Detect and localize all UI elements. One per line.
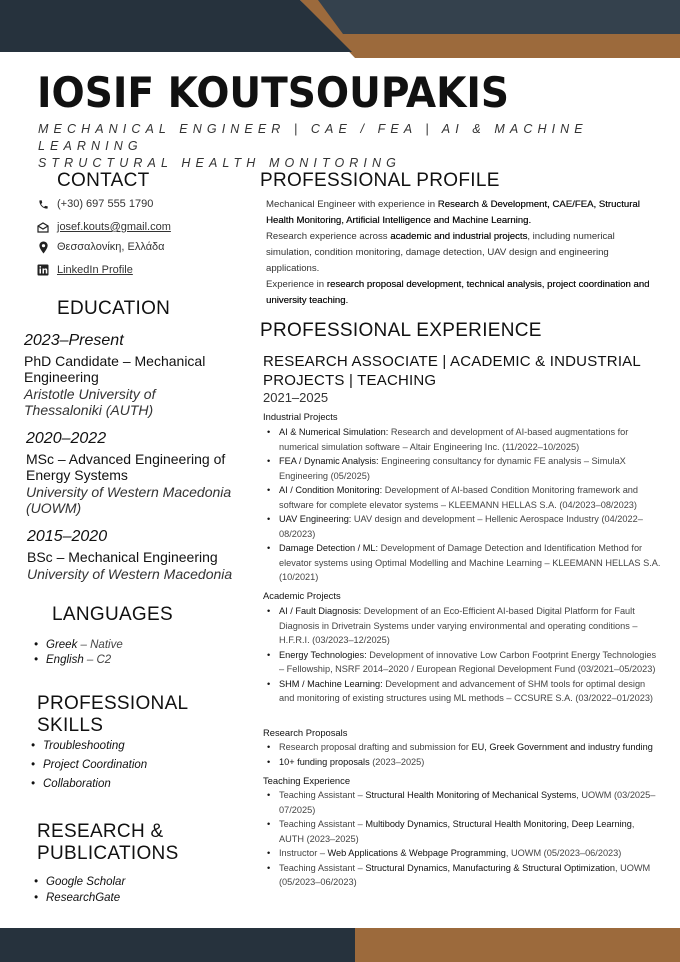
footer-brown-band: [355, 928, 680, 962]
profile-paragraph-1: [266, 197, 662, 229]
education-years: 2020–2022: [26, 430, 107, 447]
experience-item-text: Research proposal drafting and submission for: [279, 742, 472, 752]
footer-dark-band: [0, 928, 355, 962]
profile-highlight: research proposal development, technical analysis, project coordination and university teaching.: [266, 279, 650, 306]
email-link[interactable]: josef.kouts@gmail.com: [57, 221, 171, 233]
experience-item-key: AI / Condition Monitoring:: [279, 485, 383, 495]
skills-title: [37, 693, 188, 737]
researchgate-link[interactable]: • ResearchGate: [34, 892, 125, 904]
education-item: [27, 527, 242, 582]
contact-phone: [37, 196, 153, 212]
experience-item-text: , AUTH (2023–2025): [279, 819, 635, 844]
experience-item-text: Development of innovative Low Carbon Footprint Energy Technologies – Fellowship, NSRF 2014–2020 / European Regional Development Fund (03/2021–05/2023): [279, 649, 657, 674]
language-item: [34, 654, 123, 666]
contact-title: CONTACT: [57, 170, 150, 191]
education-degree: MSc – Advanced Engineering of Energy Systems: [26, 451, 226, 483]
experience-item-key: Damage Detection / ML:: [279, 543, 379, 553]
academic-projects-list: [263, 604, 661, 706]
experience-item: [263, 454, 661, 483]
experience-item: [263, 648, 661, 677]
experience-title: PROFESSIONAL EXPERIENCE: [260, 320, 542, 341]
contact-location: [37, 239, 165, 255]
education-degree: BSc – Mechanical Engineering: [27, 549, 218, 565]
teaching-experience-label: Teaching Experience: [263, 775, 351, 786]
experience-item-key: Multibody Dynamics, Structural Health Monitoring, Deep Learning: [365, 819, 632, 829]
education-item: [26, 429, 236, 516]
experience-item: [263, 677, 661, 706]
experience-item-text: Teaching Assistant –: [279, 790, 366, 800]
profile-text-part: , including numerical simulation, condition monitoring, damage detection, UAV design and engineering applications.: [266, 231, 615, 274]
experience-item: [263, 846, 661, 861]
experience-item-text: Instructor –: [279, 848, 328, 858]
header-banner: [0, 0, 680, 58]
experience-item-key: AI & Numerical Simulation:: [279, 427, 389, 437]
experience-item-key: AI / Fault Diagnosis:: [279, 606, 362, 616]
research-title: [37, 821, 179, 865]
phone-icon: [37, 198, 49, 210]
language-level: – Native: [77, 639, 123, 651]
linkedin-link[interactable]: LinkedIn Profile: [57, 264, 133, 276]
education-school: University of Western Macedonia: [27, 566, 233, 582]
research-title-line-1: RESEARCH &: [37, 821, 164, 842]
google-scholar-link[interactable]: • Google Scholar: [34, 876, 125, 888]
experience-item-text: Teaching Assistant –: [279, 819, 366, 829]
skill-item: • Collaboration: [31, 778, 147, 790]
subtitle-line-2: STRUCTURAL HEALTH MONITORING: [38, 156, 401, 170]
contact-email[interactable]: [37, 219, 171, 235]
profile-text-part: Experience in: [266, 279, 327, 290]
education-item: [24, 331, 234, 418]
industrial-projects-list: [263, 425, 661, 585]
profile-title: PROFESSIONAL PROFILE: [260, 170, 500, 191]
profile-paragraph-2: [266, 229, 662, 277]
education-years: 2015–2020: [27, 528, 108, 545]
experience-item-key: Energy Technologies:: [279, 649, 367, 660]
experience-item-key: 10+ funding proposals: [279, 756, 370, 767]
experience-role: RESEARCH ASSOCIATE | ACADEMIC & INDUSTRIAL PROJECTS | TEACHING: [263, 353, 641, 389]
profile-text-part: Mechanical Engineer with experience in: [266, 199, 438, 210]
experience-item-text: , UOWM (03/2025–07/2025): [279, 790, 656, 815]
experience-item-text: (2023–2025): [369, 756, 425, 767]
location-pin-icon: [37, 241, 49, 253]
experience-item-text: Development of Damage Detection and Identification Method for elevator systems using Optimal Modelling and Machine Learning – KLEEMANN HELLAS S.A. (10/2021): [279, 543, 661, 582]
research-proposals-label: Research Proposals: [263, 727, 348, 738]
experience-item-text: Development and advancement of SHM tools for optimal design and monitoring of existing structures using ML methods – CCSURE S.A. (03/2022–01/2023): [279, 678, 653, 703]
experience-item: [263, 788, 661, 817]
experience-item: [263, 512, 661, 541]
skills-title-line-2: SKILLS: [37, 715, 104, 736]
skill-item: • Project Coordination: [31, 759, 147, 771]
experience-item: [263, 541, 661, 585]
experience-item-text: Teaching Assistant –: [279, 862, 366, 873]
experience-item: [263, 483, 661, 512]
candidate-name: IOSIF KOUTSOUPAKIS: [37, 68, 510, 117]
footer-banner: [0, 928, 680, 962]
research-proposals-list: [263, 740, 661, 769]
skills-title-line-1: PROFESSIONAL: [37, 693, 189, 714]
experience-item-text: Engineering consultancy for dynamic FE analysis – SimulaX Engineering (05/2025): [279, 456, 626, 481]
experience-item: [263, 861, 661, 890]
experience-item-text: Development of an Eco-Efficient AI-based Digital Platform for Fault Diagnosis in Drivetrain Systems under varying environmental and operating conditions – H.F.R.I. (03/2023–12/2025): [279, 606, 638, 645]
experience-item-key: SHM / Machine Learning:: [279, 678, 383, 689]
research-title-line-2: PUBLICATIONS: [37, 843, 179, 864]
education-title: EDUCATION: [57, 298, 171, 319]
location-text: Θεσσαλονίκη, Ελλάδα: [57, 241, 165, 253]
education-degree: PhD Candidate – Mechanical Engineering: [24, 353, 206, 385]
job-subtitle: [38, 121, 678, 172]
experience-item-key: UAV Engineering:: [279, 514, 352, 524]
education-school: University of Western Macedonia (UOWM): [26, 484, 232, 516]
experience-item-key: EU, Greek Government and industry funding: [471, 742, 653, 752]
experience-years: 2021–2025: [263, 390, 329, 405]
profile-highlight: Research & Development, CAE/FEA, Structural Health Monitoring, Artificial Intelligence and Machine Learning.: [266, 199, 640, 226]
profile-text-part: Research experience across: [266, 231, 391, 242]
experience-item-text: Development of AI-based Condition Monitoring framework and software for complete elevator systems – KLEEMANN HELLAS S.A. (04/2023–08/2023): [279, 485, 639, 510]
experience-item-text: , UOWM (05/2023–06/2023): [279, 862, 651, 887]
contact-linkedin[interactable]: [37, 262, 133, 278]
language-name: Greek: [46, 639, 78, 651]
experience-item: [263, 817, 661, 846]
profile-text: [266, 197, 662, 309]
experience-item-key: Structural Dynamics, Manufacturing & Structural Optimization: [365, 862, 615, 873]
industrial-projects-label: Industrial Projects: [263, 411, 338, 422]
experience-item: [263, 740, 661, 755]
experience-item-text: UAV design and development – Hellenic Aerospace Industry (04/2022–08/2023): [279, 514, 643, 539]
profile-highlight: academic and industrial projects: [390, 231, 528, 242]
experience-item-key: Structural Health Monitoring of Mechanical Systems: [365, 790, 577, 800]
experience-item-key: FEA / Dynamic Analysis:: [279, 456, 379, 466]
education-school: Aristotle University of Thessaloniki (AUTH): [24, 386, 156, 418]
experience-item-text: , UOWM (05/2023–06/2023): [505, 848, 622, 858]
languages-list: [34, 639, 123, 666]
teaching-experience-list: [263, 788, 661, 890]
profile-paragraph-3: [266, 277, 662, 309]
phone-number: (+30) 697 555 1790: [57, 198, 154, 210]
mail-icon: [37, 221, 49, 233]
experience-item-text: Research and development of AI-based augmentations for numerical simulation software – Altair Engineering Inc. (11/2022–10/2025): [279, 427, 629, 452]
language-level: – C2: [83, 654, 112, 666]
languages-title: LANGUAGES: [52, 604, 173, 625]
skill-item: • Troubleshooting: [31, 740, 147, 752]
research-list: [34, 876, 125, 904]
skills-list: [31, 740, 147, 790]
language-item: [34, 639, 123, 651]
education-years: 2023–Present: [24, 332, 124, 349]
language-name: English: [46, 654, 84, 666]
linkedin-icon: [37, 264, 49, 276]
experience-item-key: Web Applications & Webpage Programming: [327, 848, 506, 858]
experience-item: [263, 755, 661, 770]
academic-projects-label: Academic Projects: [263, 590, 341, 601]
subtitle-line-1: MECHANICAL ENGINEER | CAE / FEA | AI & MACHINE LEARNING: [38, 122, 588, 153]
experience-item: [263, 604, 661, 648]
experience-item: [263, 425, 661, 454]
